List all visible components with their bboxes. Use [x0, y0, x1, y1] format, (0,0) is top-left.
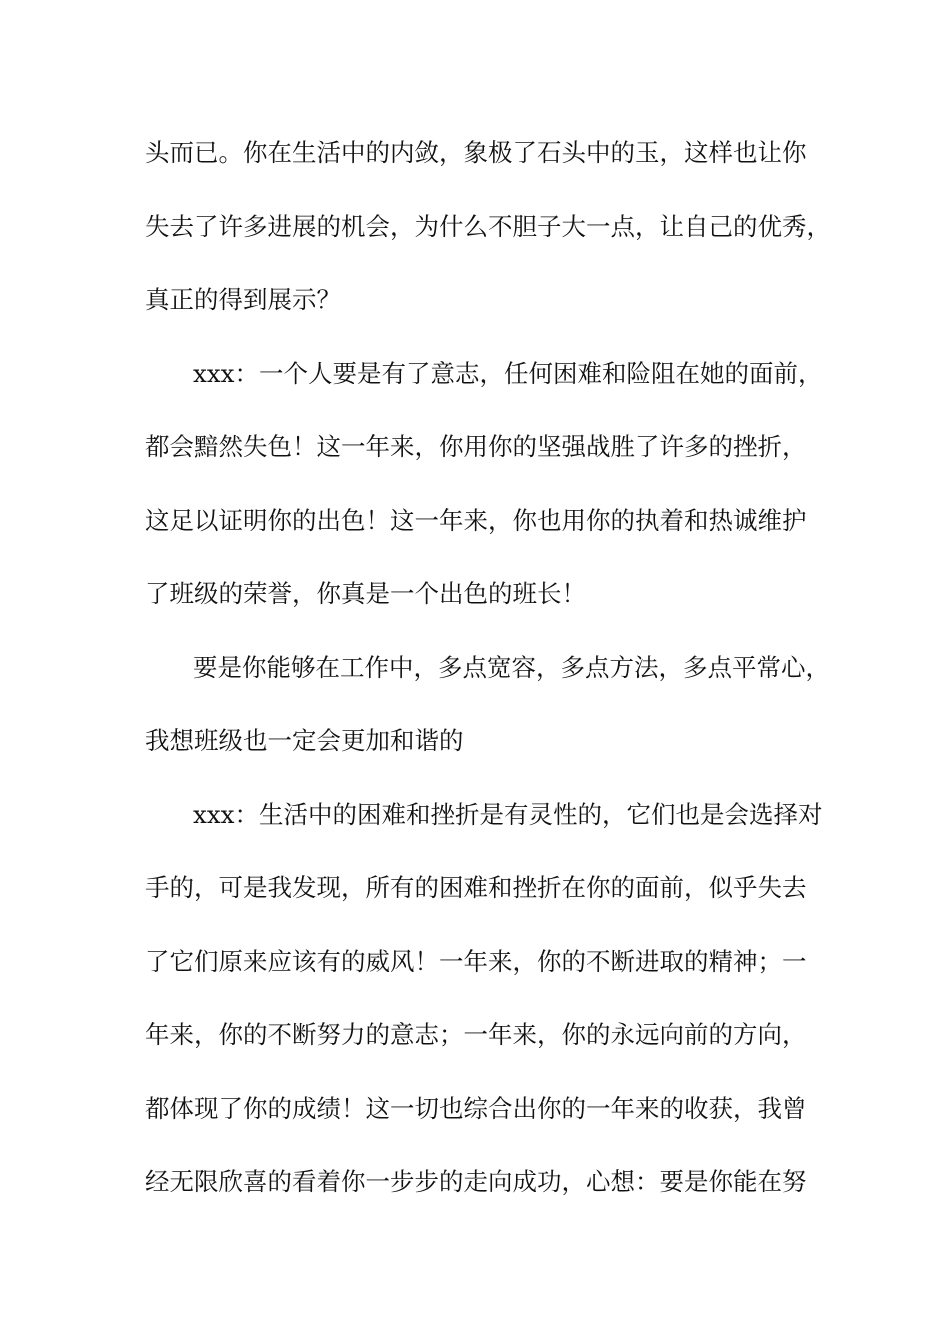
- paragraph-first-line: xxx：一个人要是有了意志，任何困难和险阻在她的面前，: [193, 358, 823, 388]
- text-line: 这足以证明你的出色！这一年来，你也用你的执着和热诚维护: [145, 505, 807, 535]
- text-line: 经无限欣喜的看着你一步步的走向成功，心想：要是你能在努: [145, 1167, 807, 1196]
- paragraph-first-line: 要是你能够在工作中，多点宽容，多点方法，多点平常心，: [193, 652, 830, 682]
- text-line: 都会黯然失色！这一年来，你用你的坚强战胜了许多的挫折，: [145, 432, 807, 461]
- text-line: 都体现了你的成绩！这一切也综合出你的一年来的收获，我曾: [145, 1093, 807, 1123]
- text-line: 我想班级也一定会更加和谐的: [145, 726, 464, 755]
- text-line: 手的，可是我发现，所有的困难和挫折在你的面前，似乎失去: [145, 873, 807, 902]
- text-line: 了班级的荣誉，你真是一个出色的班长！: [145, 579, 586, 608]
- paragraph-first-line: xxx：生活中的困难和挫折是有灵性的，它们也是会选择对: [193, 799, 823, 829]
- text-line: 头而已。你在生活中的内敛，象极了石头中的玉，这样也让你: [145, 138, 807, 167]
- text-line: 了它们原来应该有的威风！一年来，你的不断进取的精神；一: [145, 946, 807, 976]
- text-line: 年来，你的不断努力的意志；一年来，你的永远向前的方向，: [145, 1020, 807, 1049]
- text-line: 真正的得到展示？: [145, 285, 341, 314]
- text-line: 失去了许多进展的机会，为什么不胆子大一点，让自己的优秀，: [145, 211, 831, 241]
- document-body: [145, 126, 831, 1229]
